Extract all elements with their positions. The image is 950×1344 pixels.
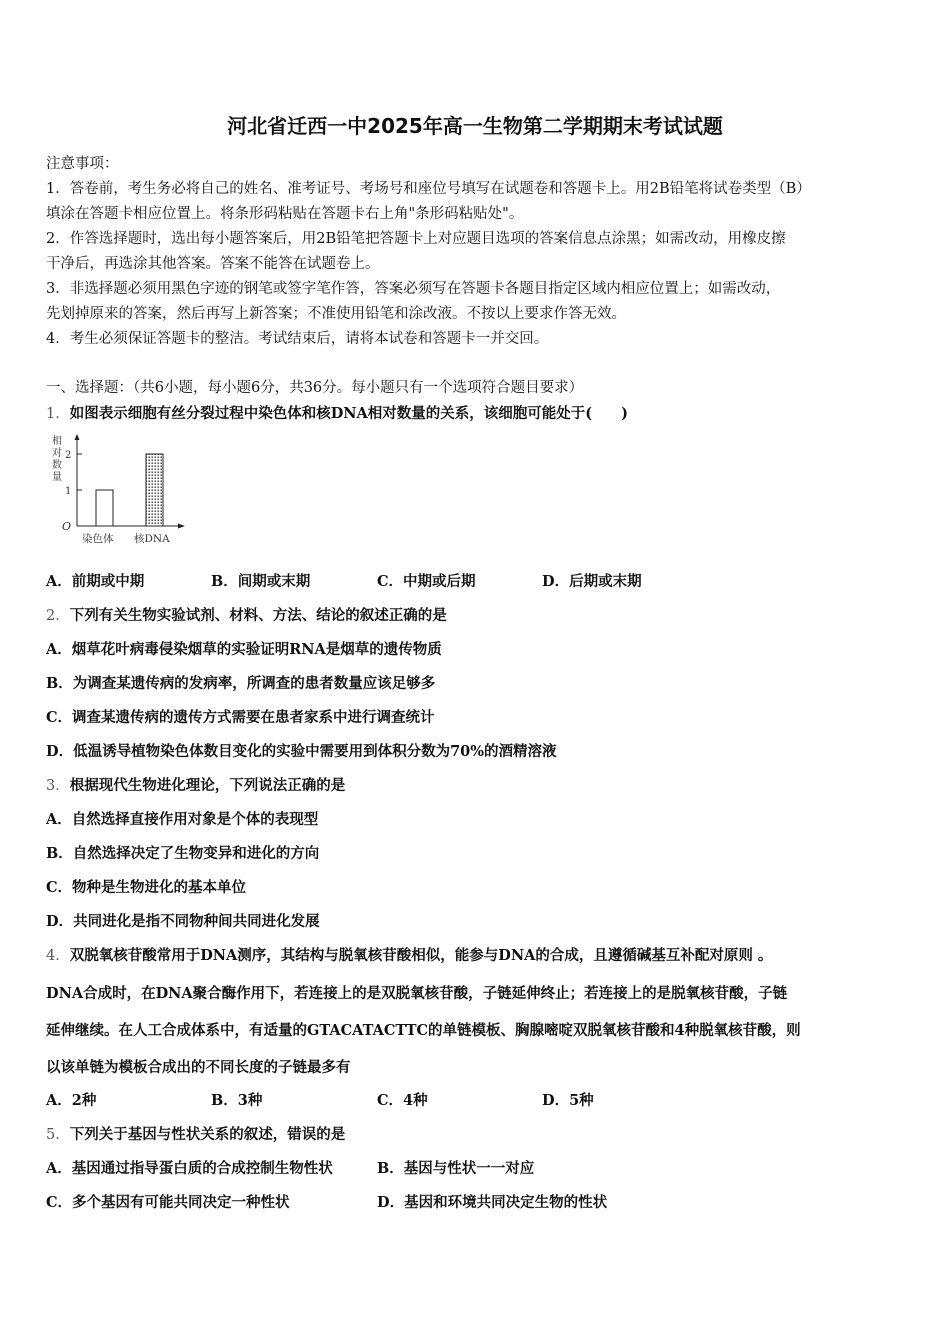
q4-option-d: D．5种 [542, 1092, 594, 1109]
tick-label-2: 2 [65, 450, 72, 461]
notice-line: 1．答卷前，考生务必将自己的姓名、准考证号、考场号和座位号填写在试题卷和答题卡上。用2B铅笔将试卷类型（B） [46, 181, 811, 197]
q3-option-d: D．共同进化是指不同物种间共同进化发展 [46, 913, 320, 930]
y-axis-arrow [75, 434, 80, 440]
origin-label: O [62, 520, 72, 533]
q1-bar-chart [46, 432, 196, 552]
q3-option-c: C．物种是生物进化的基本单位 [46, 879, 247, 896]
q5-option-b: B．基因与性状一一对应 [377, 1160, 535, 1177]
question-number: 5． [46, 1127, 70, 1143]
question-text-line: DNA合成时，在DNA聚合酶作用下，若连接上的是双脱氧核苷酸，子链延伸终止；若连接上的是脱氧核苷酸，子链 [46, 985, 788, 1002]
category-label-chromosome: 染色体 [82, 533, 114, 545]
y-label-char: 对 [52, 448, 62, 459]
q2-option-b: B．为调查某遗传病的发病率，所调查的患者数量应该足够多 [46, 675, 436, 692]
bar-chromosome [96, 490, 113, 526]
bar-nuclear-dna [146, 454, 163, 526]
question-text-line: 延伸继续。在人工合成体系中，有适量的GTACATACTTC的单链模板、胸腺嘧啶双脱氧核苷酸和4种脱氧核苷酸，则 [46, 1022, 801, 1039]
y-label-char: 数 [52, 460, 62, 471]
bar-chart-svg [46, 432, 196, 552]
tick-label-1: 1 [65, 486, 72, 497]
question-number: 2． [46, 608, 70, 624]
y-label-char: 量 [52, 472, 62, 483]
notice-line: 先划掉原来的答案，然后再写上新答案；不准使用铅笔和涂改液。不按以上要求作答无效。 [46, 306, 626, 322]
notice-heading: 注意事项： [46, 156, 119, 172]
q1-option-b: B．间期或末期 [211, 573, 311, 590]
notice-line: 4．考生必须保证答题卡的整洁。考试结束后，请将本试卷和答题卡一并交回。 [46, 331, 549, 347]
category-label-dna: 核DNA [134, 533, 170, 545]
question-number: 4． [46, 948, 70, 964]
q4-option-a: A．2种 [46, 1092, 97, 1109]
y-label-char: 相 [52, 436, 62, 447]
q2-option-c: C．调查某遗传病的遗传方式需要在患者家系中进行调查统计 [46, 709, 435, 726]
notice-line: 填涂在答题卡相应位置上。将条形码粘贴在答题卡右上角"条形码粘贴处"。 [46, 206, 524, 222]
q3-option-b: B．自然选择决定了生物变异和进化的方向 [46, 845, 320, 862]
question-number: 3． [46, 778, 70, 794]
q2-option-d: D．低温诱导植物染色体数目变化的实验中需要用到体积分数为70%的酒精溶液 [46, 743, 557, 760]
q4-option-b: B．3种 [211, 1092, 263, 1109]
question-text: 下列有关生物实验试剂、材料、方法、结论的叙述正确的是 [69, 607, 447, 624]
q4-option-c: C．4种 [377, 1092, 428, 1109]
question-3 [46, 774, 345, 795]
question-text-line: 双脱氧核苷酸常用于DNA测序，其结构与脱氧核苷酸相似，能参与DNA的合成，且遵循碱基互补配对原则 。 [69, 947, 773, 964]
question-5 [46, 1123, 345, 1144]
question-number: 1． [46, 406, 70, 422]
question-text: 如图表示细胞有丝分裂过程中染色体和核DNA相对数量的关系，该细胞可能处于( ) [69, 405, 629, 422]
q1-option-a: A．前期或中期 [46, 573, 145, 590]
q5-option-d: D．基因和环境共同决定生物的性状 [377, 1194, 608, 1211]
question-text: 下列关于基因与性状关系的叙述，错误的是 [69, 1126, 346, 1143]
notice-line: 3．非选择题必须用黑色字迹的钢笔或签字笔作答，答案必须写在答题卡各题目指定区域内相应位置上；如需改动， [46, 281, 781, 297]
question-text-line: 以该单链为模板合成出的不同长度的子链最多有 [46, 1059, 351, 1076]
q1-option-c: C．中期或后期 [377, 573, 476, 590]
q2-option-a: A．烟草花叶病毒侵染烟草的实验证明RNA是烟草的遗传物质 [46, 641, 442, 658]
question-4 [46, 944, 772, 965]
question-2 [46, 604, 447, 625]
q3-option-a: A．自然选择直接作用对象是个体的表现型 [46, 811, 319, 828]
question-1 [46, 402, 628, 423]
section-heading: 一、选择题：（共6小题，每小题6分，共36分。每小题只有一个选项符合题目要求） [46, 380, 584, 396]
question-text: 根据现代生物进化理论，下列说法正确的是 [69, 777, 346, 794]
notice-line: 2．作答选择题时，选出每小题答案后，用2B铅笔把答题卡上对应题目选项的答案信息点涂黑；如需改动，用橡皮擦 [46, 231, 786, 247]
notice-line: 干净后，再选涂其他答案。答案不能答在试题卷上。 [46, 256, 380, 272]
x-axis-arrow [178, 524, 185, 529]
q5-option-c: C．多个基因有可能共同决定一种性状 [46, 1194, 290, 1211]
q5-option-a: A．基因通过指导蛋白质的合成控制生物性状 [46, 1160, 333, 1177]
page-title: 河北省迁西一中2025年高一生物第二学期期末考试试题 [227, 114, 723, 138]
q1-option-d: D．后期或末期 [542, 573, 642, 590]
